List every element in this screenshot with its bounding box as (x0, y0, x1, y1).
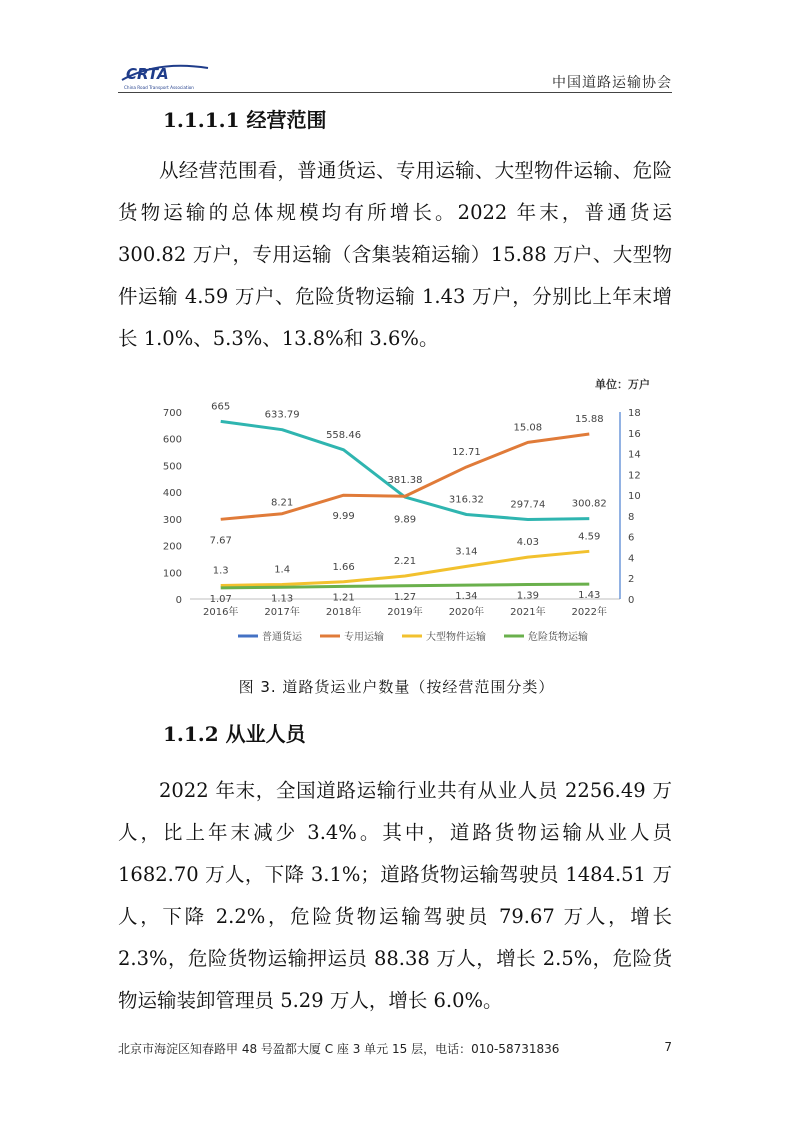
x-axis-tick-label: 2021年 (510, 607, 546, 618)
left-axis-tick-label: 200 (162, 541, 182, 553)
data-label: 1.27 (393, 591, 417, 603)
left-axis-tick-label: 600 (162, 434, 182, 446)
data-label: 1.66 (332, 561, 355, 573)
data-label: 1.43 (578, 590, 601, 602)
left-axis-tick-label: 500 (162, 461, 182, 473)
data-label: 1.21 (332, 592, 355, 604)
left-axis-tick-label: 100 (162, 568, 182, 580)
legend-label: 专用运输 (344, 632, 384, 643)
data-label: 4.59 (578, 531, 601, 543)
data-label: 3.14 (455, 546, 478, 558)
legend-label: 大型物件运输 (426, 632, 486, 643)
right-axis-tick-label: 8 (628, 511, 635, 523)
data-label: 300.82 (571, 498, 607, 510)
x-axis-tick-label: 2020年 (448, 607, 485, 618)
chart-unit-label: 单位：万户 (595, 378, 650, 391)
section-paragraph-business-scope: 从经营范围看，普通货运、专用运输、大型物件运输、危险货物运输的总体规模均有所增长。2022 年末，普通货运 300.82 万户，专用运输（含集装箱运输）15.88 万户、大型物件运输 4.59 万户、危险货物运输 1.43 万户，分别比上年末增长 1.0%、5.3%、13.8%和 3.6%。 (118, 159, 672, 350)
figure-caption: 图 3. 道路货运业户数量（按经营范围分类） (238, 678, 555, 696)
data-label: 1.34 (455, 591, 478, 603)
line-chart (150, 370, 670, 656)
data-label: 1.4 (274, 564, 291, 576)
data-label: 297.74 (510, 499, 546, 511)
left-axis-tick-label: 0 (175, 595, 182, 606)
section-heading-business-scope: 1.1.1.1 经营范围 (163, 108, 327, 132)
logo-text: CRTA (126, 65, 169, 83)
right-axis-tick-label: 4 (628, 553, 635, 565)
crta-logo (118, 58, 214, 92)
data-label: 9.89 (393, 514, 417, 526)
data-label: 381.38 (387, 475, 423, 487)
x-axis-tick-label: 2022年 (571, 607, 608, 618)
data-label: 15.08 (513, 422, 543, 434)
data-label: 12.71 (452, 446, 481, 458)
legend-label: 危险货物运输 (528, 632, 588, 643)
data-label: 15.88 (574, 414, 604, 426)
page-number: 7 (664, 1040, 672, 1054)
left-axis-tick-label: 400 (162, 488, 182, 500)
data-label: 1.13 (271, 593, 294, 605)
right-axis-tick-label: 12 (628, 470, 641, 482)
data-label: 1.39 (516, 590, 539, 602)
right-axis-tick-label: 0 (628, 595, 635, 606)
chart-canvas (150, 370, 670, 656)
legend-label: 普通货运 (262, 632, 302, 643)
x-axis-tick-label: 2019年 (387, 607, 423, 618)
right-axis-tick-label: 6 (628, 532, 635, 544)
right-axis-tick-label: 14 (628, 449, 641, 461)
data-label: 8.21 (271, 497, 294, 509)
data-label: 2.21 (393, 556, 417, 568)
data-label: 1.3 (212, 565, 229, 577)
x-axis-tick-label: 2017年 (264, 607, 300, 618)
section-paragraph-employees: 2022 年末，全国道路运输行业共有从业人员 2256.49 万人，比上年末减少 3.4%。其中，道路货物运输从业人员 1682.70 万人，下降 3.1%；道路货物运输驾驶员 1484.51 万人，下降 2.2%，危险货物运输驾驶员 79.67 万人，增长 2.3%，危险货物运输押运员 88.38 万人，增长 2.5%，危险货物运输装卸管理员 5.29 万人，增长 6.0%。 (118, 779, 672, 1012)
data-label: 558.46 (326, 429, 362, 441)
left-axis-tick-label: 700 (162, 408, 182, 419)
header-org-name: 中国道路运输协会 (552, 75, 672, 91)
footer-address: 北京市海淀区知春路甲 48 号盈都大厦 C 座 3 单元 15 层，电话：010-58731836 (118, 1042, 560, 1056)
left-axis-tick-label: 300 (162, 514, 182, 526)
data-label: 9.99 (332, 511, 355, 523)
data-label: 665 (211, 401, 231, 413)
right-axis-tick-label: 10 (628, 491, 641, 503)
logo-graphic (118, 58, 214, 92)
data-label: 316.32 (448, 494, 484, 506)
data-label: 633.79 (264, 409, 300, 421)
header-divider (118, 92, 672, 93)
data-label: 4.03 (516, 537, 539, 549)
data-label: 1.07 (209, 593, 232, 605)
data-label: 7.67 (209, 535, 232, 547)
right-axis-tick-label: 2 (628, 574, 635, 586)
logo-subtext: China Road Transport Association (124, 85, 194, 90)
section-heading-employees: 1.1.2 从业人员 (163, 722, 306, 746)
right-axis-tick-label: 16 (628, 428, 641, 440)
x-axis-tick-label: 2016年 (202, 607, 239, 618)
right-axis-tick-label: 18 (628, 408, 641, 419)
x-axis-tick-label: 2018年 (325, 607, 362, 618)
